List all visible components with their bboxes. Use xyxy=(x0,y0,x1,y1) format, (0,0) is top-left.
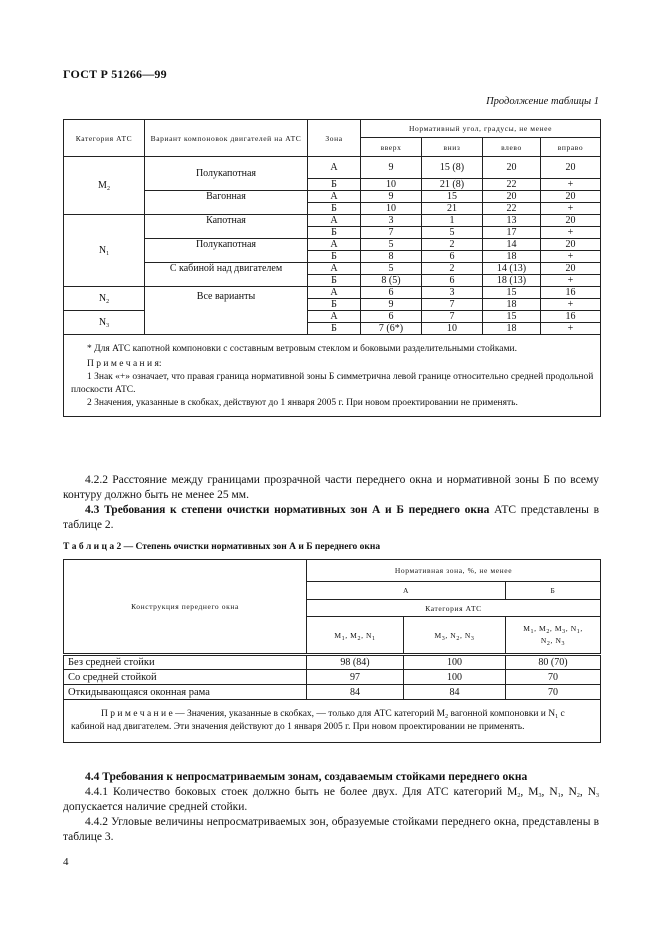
category-m2: $M_2$ xyxy=(64,157,145,215)
table-cell: 17 xyxy=(483,227,541,239)
table-cell: 7 (6*) xyxy=(361,323,422,335)
header-cats-2: $M_3$, $N_2$, $N_3$ xyxy=(404,617,506,655)
table-cell: 84 xyxy=(404,685,506,700)
table-cell: 15 xyxy=(483,311,541,323)
header-percent: Нормативная зона, %, не менее xyxy=(307,560,601,582)
table-cell: 3 xyxy=(361,215,422,227)
variant-semihood-n: Полукапотная xyxy=(145,239,308,263)
header-category: Категория АТС xyxy=(307,600,601,617)
table-cell: 18 xyxy=(483,251,541,263)
table-cell: 20 xyxy=(483,191,541,203)
table-cell: Со средней стойкой xyxy=(64,670,307,685)
table-cell: 15 xyxy=(422,191,483,203)
table-cell: 6 xyxy=(361,311,422,323)
table-cell: 20 xyxy=(541,263,601,275)
table-cell: 6 xyxy=(422,275,483,287)
table-cell: 1 xyxy=(422,215,483,227)
table-cell: А xyxy=(308,263,361,275)
table-1 xyxy=(63,119,601,417)
table-cell: 6 xyxy=(361,287,422,299)
table-cell: 18 xyxy=(483,323,541,335)
table-cell: 84 xyxy=(307,685,404,700)
header-category: Категория АТС xyxy=(64,120,145,157)
header-down: вниз xyxy=(422,138,483,157)
table-cell: + xyxy=(541,275,601,287)
paragraph-4-4-1: 4.4.1 Количество боковых стоек должно быть не более двух. Для АТС категорий $M_2$, $M_3$, $N_1$, $N_2$, $N_3$ допускается наличие средней стойки. xyxy=(63,786,599,813)
table-cell: Б xyxy=(308,251,361,263)
table-cell: А xyxy=(308,287,361,299)
table-cell: 8 xyxy=(361,251,422,263)
table-1-notes xyxy=(64,335,601,417)
table-cell: + xyxy=(541,179,601,191)
table-cell: 6 xyxy=(422,251,483,263)
header-cats-1: $M_1$, $M_2$, $N_1$ xyxy=(307,617,404,655)
header-cats-3: $M_1$, $M_2$, $M_3$, $N_1$, $N_2$, $N_3$ xyxy=(506,617,601,655)
table-cell: + xyxy=(541,203,601,215)
table-cell: + xyxy=(541,323,601,335)
table-cell: А xyxy=(308,311,361,323)
table-cell: А xyxy=(308,191,361,203)
table-cell: 10 xyxy=(361,203,422,215)
table-cell: 18 (13) xyxy=(483,275,541,287)
note-1: 1 Знак «+» означает, что правая граница нормативной зоны Б симметрична левой границе относительно средней продольной плоскости АТС. xyxy=(71,372,594,395)
table-cell: 100 xyxy=(404,655,506,670)
header-left: влево xyxy=(483,138,541,157)
table-cell: 80 (70) xyxy=(506,655,601,670)
table-cell: 5 xyxy=(361,263,422,275)
header-design: Конструкция переднего окна xyxy=(64,560,307,655)
table-cell: 18 xyxy=(483,299,541,311)
table-cell: Б xyxy=(308,275,361,287)
table-cell: 70 xyxy=(506,685,601,700)
table-continuation-label: Продолжение таблицы 1 xyxy=(486,96,599,107)
paragraph-block-4-2-2 xyxy=(63,473,599,533)
table-cell: 8 (5) xyxy=(361,275,422,287)
variant-wagon: Вагонная xyxy=(145,191,308,215)
paragraph-4-2-2: 4.2.2 Расстояние между границами прозрачной части переднего окна и нормативной зоны Б по всему контуру должно быть не менее 25 мм. xyxy=(63,474,599,501)
table-cell: 20 xyxy=(483,157,541,179)
table-2-note: П р и м е ч а н и е — Значения, указанные в скобках, — только для АТС категорий $M_2$ вагонной компоновки и $N_1$ с кабиной над двигателем. Эти значения действуют до 1 января 2005 г. При новом проектировании не применять. xyxy=(64,700,601,743)
table-cell: 10 xyxy=(422,323,483,335)
table-cell: + xyxy=(541,299,601,311)
header-variant: Вариант компоновок двигателей на АТС xyxy=(145,120,308,157)
table-cell: 100 xyxy=(404,670,506,685)
variant-cab-over: С кабиной над двигателем xyxy=(145,263,308,287)
table-2 xyxy=(63,559,601,743)
table-cell: 20 xyxy=(541,157,601,179)
table-cell: 9 xyxy=(361,191,422,203)
table-cell: 98 (84) xyxy=(307,655,404,670)
table-cell: 20 xyxy=(541,191,601,203)
table-cell: А xyxy=(308,239,361,251)
note-2: 2 Значения, указанные в скобках, действуют до 1 января 2005 г. При новом проектировании не применять. xyxy=(87,398,518,408)
category-n2: $N_2$ xyxy=(64,287,145,311)
table-cell: 9 xyxy=(361,299,422,311)
category-n1: $N_1$ xyxy=(64,215,145,287)
table-cell: 21 (8) xyxy=(422,179,483,191)
table-cell: Без средней стойки xyxy=(64,655,307,670)
table-cell: 14 xyxy=(483,239,541,251)
variant-semihood-m: Полукапотная xyxy=(145,157,308,191)
table-cell: 2 xyxy=(422,239,483,251)
table-cell: 15 (8) xyxy=(422,157,483,179)
notes-title: П р и м е ч а н и я: xyxy=(87,359,162,369)
table-cell: 15 xyxy=(483,287,541,299)
table-2-caption: Т а б л и ц а 2 — Степень очистки нормативных зон А и Б переднего окна xyxy=(63,542,381,552)
paragraph-4-4: 4.4 Требования к непросматриваемым зонам, создаваемым стойками переднего окна xyxy=(85,771,528,783)
table-cell: 9 xyxy=(361,157,422,179)
header-angle: Нормативный угол, градусы, не менее xyxy=(361,120,601,138)
page-header: ГОСТ Р 51266—99 xyxy=(63,67,167,81)
paragraph-block-4-4 xyxy=(63,770,599,845)
footnote: * Для АТС капотной компоновки с составным ветровым стеклом и боковыми разделительными стойками. xyxy=(87,344,517,354)
table-cell: А xyxy=(308,215,361,227)
table-cell: 7 xyxy=(422,299,483,311)
table-cell: 16 xyxy=(541,287,601,299)
page-number: 4 xyxy=(63,856,69,868)
table-cell: 16 xyxy=(541,311,601,323)
table-cell: Б xyxy=(308,323,361,335)
table-cell: 7 xyxy=(361,227,422,239)
variant-hood: Капотная xyxy=(145,215,308,239)
table-cell: + xyxy=(541,227,601,239)
header-right: вправо xyxy=(541,138,601,157)
table-cell: Б xyxy=(308,179,361,191)
paragraph-4-3: 4.3 Требования к степени очистки нормативных зон А и Б переднего окна АТС представлены в таблице 2. xyxy=(63,504,599,531)
header-zone-b: Б xyxy=(506,582,601,600)
table-cell: 22 xyxy=(483,179,541,191)
table-cell: Б xyxy=(308,203,361,215)
variant-all: Все варианты xyxy=(145,287,308,335)
table-cell: 13 xyxy=(483,215,541,227)
paragraph-4-4-2: 4.4.2 Угловые величины непросматриваемых зон, образуемые стойками переднего окна, представлены в таблице 3. xyxy=(63,816,599,843)
table-cell: 3 xyxy=(422,287,483,299)
table-cell: + xyxy=(541,251,601,263)
table-cell: 10 xyxy=(361,179,422,191)
table-cell: Б xyxy=(308,227,361,239)
table-cell: 70 xyxy=(506,670,601,685)
table-cell: 97 xyxy=(307,670,404,685)
table-cell: Откидывающаяся оконная рама xyxy=(64,685,307,700)
category-n3: $N_3$ xyxy=(64,311,145,335)
table-cell: 22 xyxy=(483,203,541,215)
table-cell: 14 (13) xyxy=(483,263,541,275)
table-cell: 20 xyxy=(541,239,601,251)
table-cell: 20 xyxy=(541,215,601,227)
table-cell: А xyxy=(308,157,361,179)
header-zone-a: А xyxy=(307,582,506,600)
header-up: вверх xyxy=(361,138,422,157)
table-cell: 5 xyxy=(422,227,483,239)
table-cell: 7 xyxy=(422,311,483,323)
table-cell: 21 xyxy=(422,203,483,215)
header-zone: Зона xyxy=(308,120,361,157)
table-cell: 2 xyxy=(422,263,483,275)
table-cell: 5 xyxy=(361,239,422,251)
table-cell: Б xyxy=(308,299,361,311)
